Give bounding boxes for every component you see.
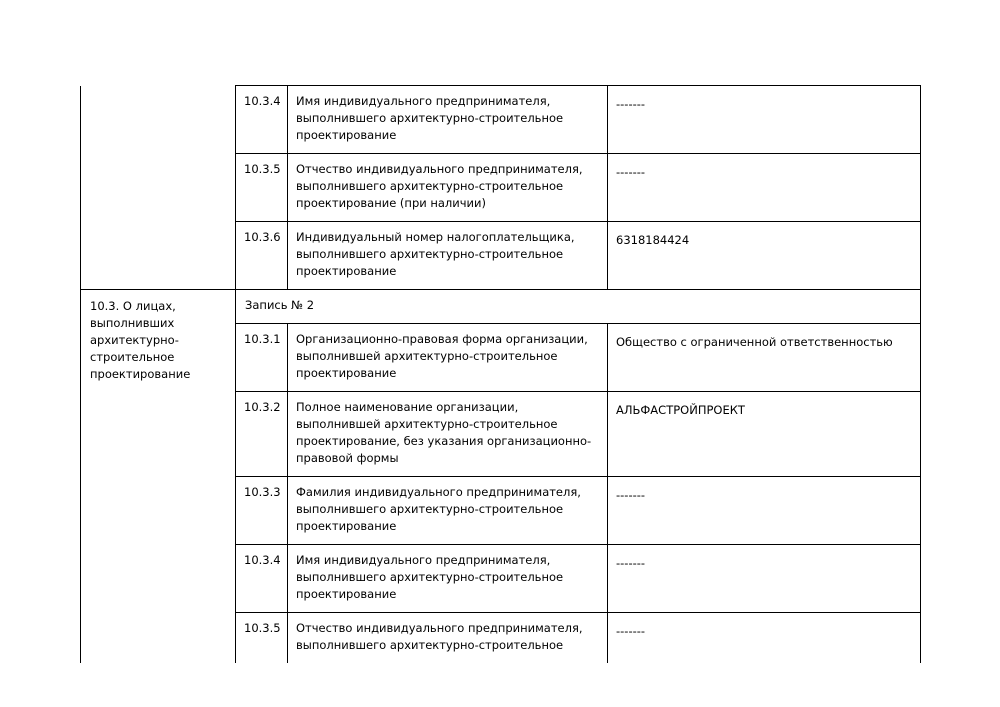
- item-label: Имя индивидуального предпринимателя, выполнившего архитектурно-строительное проектирование: [288, 86, 608, 154]
- item-number: 10.3.1: [236, 324, 288, 392]
- item-label: Организационно-правовая форма организации, выполнившей архитектурно-строительное проектирование: [288, 324, 608, 392]
- item-value: -------: [608, 86, 921, 154]
- item-value: -------: [608, 477, 921, 545]
- item-value: -------: [608, 545, 921, 613]
- item-number: 10.3.3: [236, 477, 288, 545]
- group-cell: [81, 86, 236, 154]
- item-value: АЛЬФАСТРОЙПРОЕКТ: [608, 392, 921, 477]
- group-cell: [81, 222, 236, 290]
- item-label: Отчество индивидуального предпринимателя, выполнившего архитектурно-строительное: [288, 613, 608, 664]
- item-number: 10.3.4: [236, 545, 288, 613]
- item-number: 10.3.2: [236, 392, 288, 477]
- record-label: Запись № 2: [236, 290, 921, 324]
- item-number: 10.3.4: [236, 86, 288, 154]
- table-row: [81, 222, 921, 290]
- item-number: 10.3.5: [236, 613, 288, 664]
- item-number: 10.3.6: [236, 222, 288, 290]
- item-label: Имя индивидуального предпринимателя, выполнившего архитектурно-строительное проектирование: [288, 545, 608, 613]
- item-value: -------: [608, 154, 921, 222]
- group-cell: [81, 154, 236, 222]
- item-label: Полное наименование организации, выполнившей архитектурно-строительное проектирование, без указания организационно-правовой формы: [288, 392, 608, 477]
- item-label: Фамилия индивидуального предпринимателя, выполнившего архитектурно-строительное проектирование: [288, 477, 608, 545]
- item-label: Отчество индивидуального предпринимателя, выполнившего архитектурно-строительное проектирование (при наличии): [288, 154, 608, 222]
- table-row: [81, 154, 921, 222]
- table-row: [81, 86, 921, 154]
- group-title: 10.3. О лицах, выполнивших архитектурно-строительное проектирование: [81, 290, 236, 664]
- item-label: Индивидуальный номер налогоплательщика, выполнившего архитектурно-строительное проектирование: [288, 222, 608, 290]
- table-row-record: [81, 290, 921, 324]
- item-value: -------: [608, 613, 921, 664]
- item-number: 10.3.5: [236, 154, 288, 222]
- item-value: Общество с ограниченной ответственностью: [608, 324, 921, 392]
- item-value: 6318184424: [608, 222, 921, 290]
- page-bottom-mask: [0, 663, 1000, 707]
- extract-table: [80, 85, 921, 664]
